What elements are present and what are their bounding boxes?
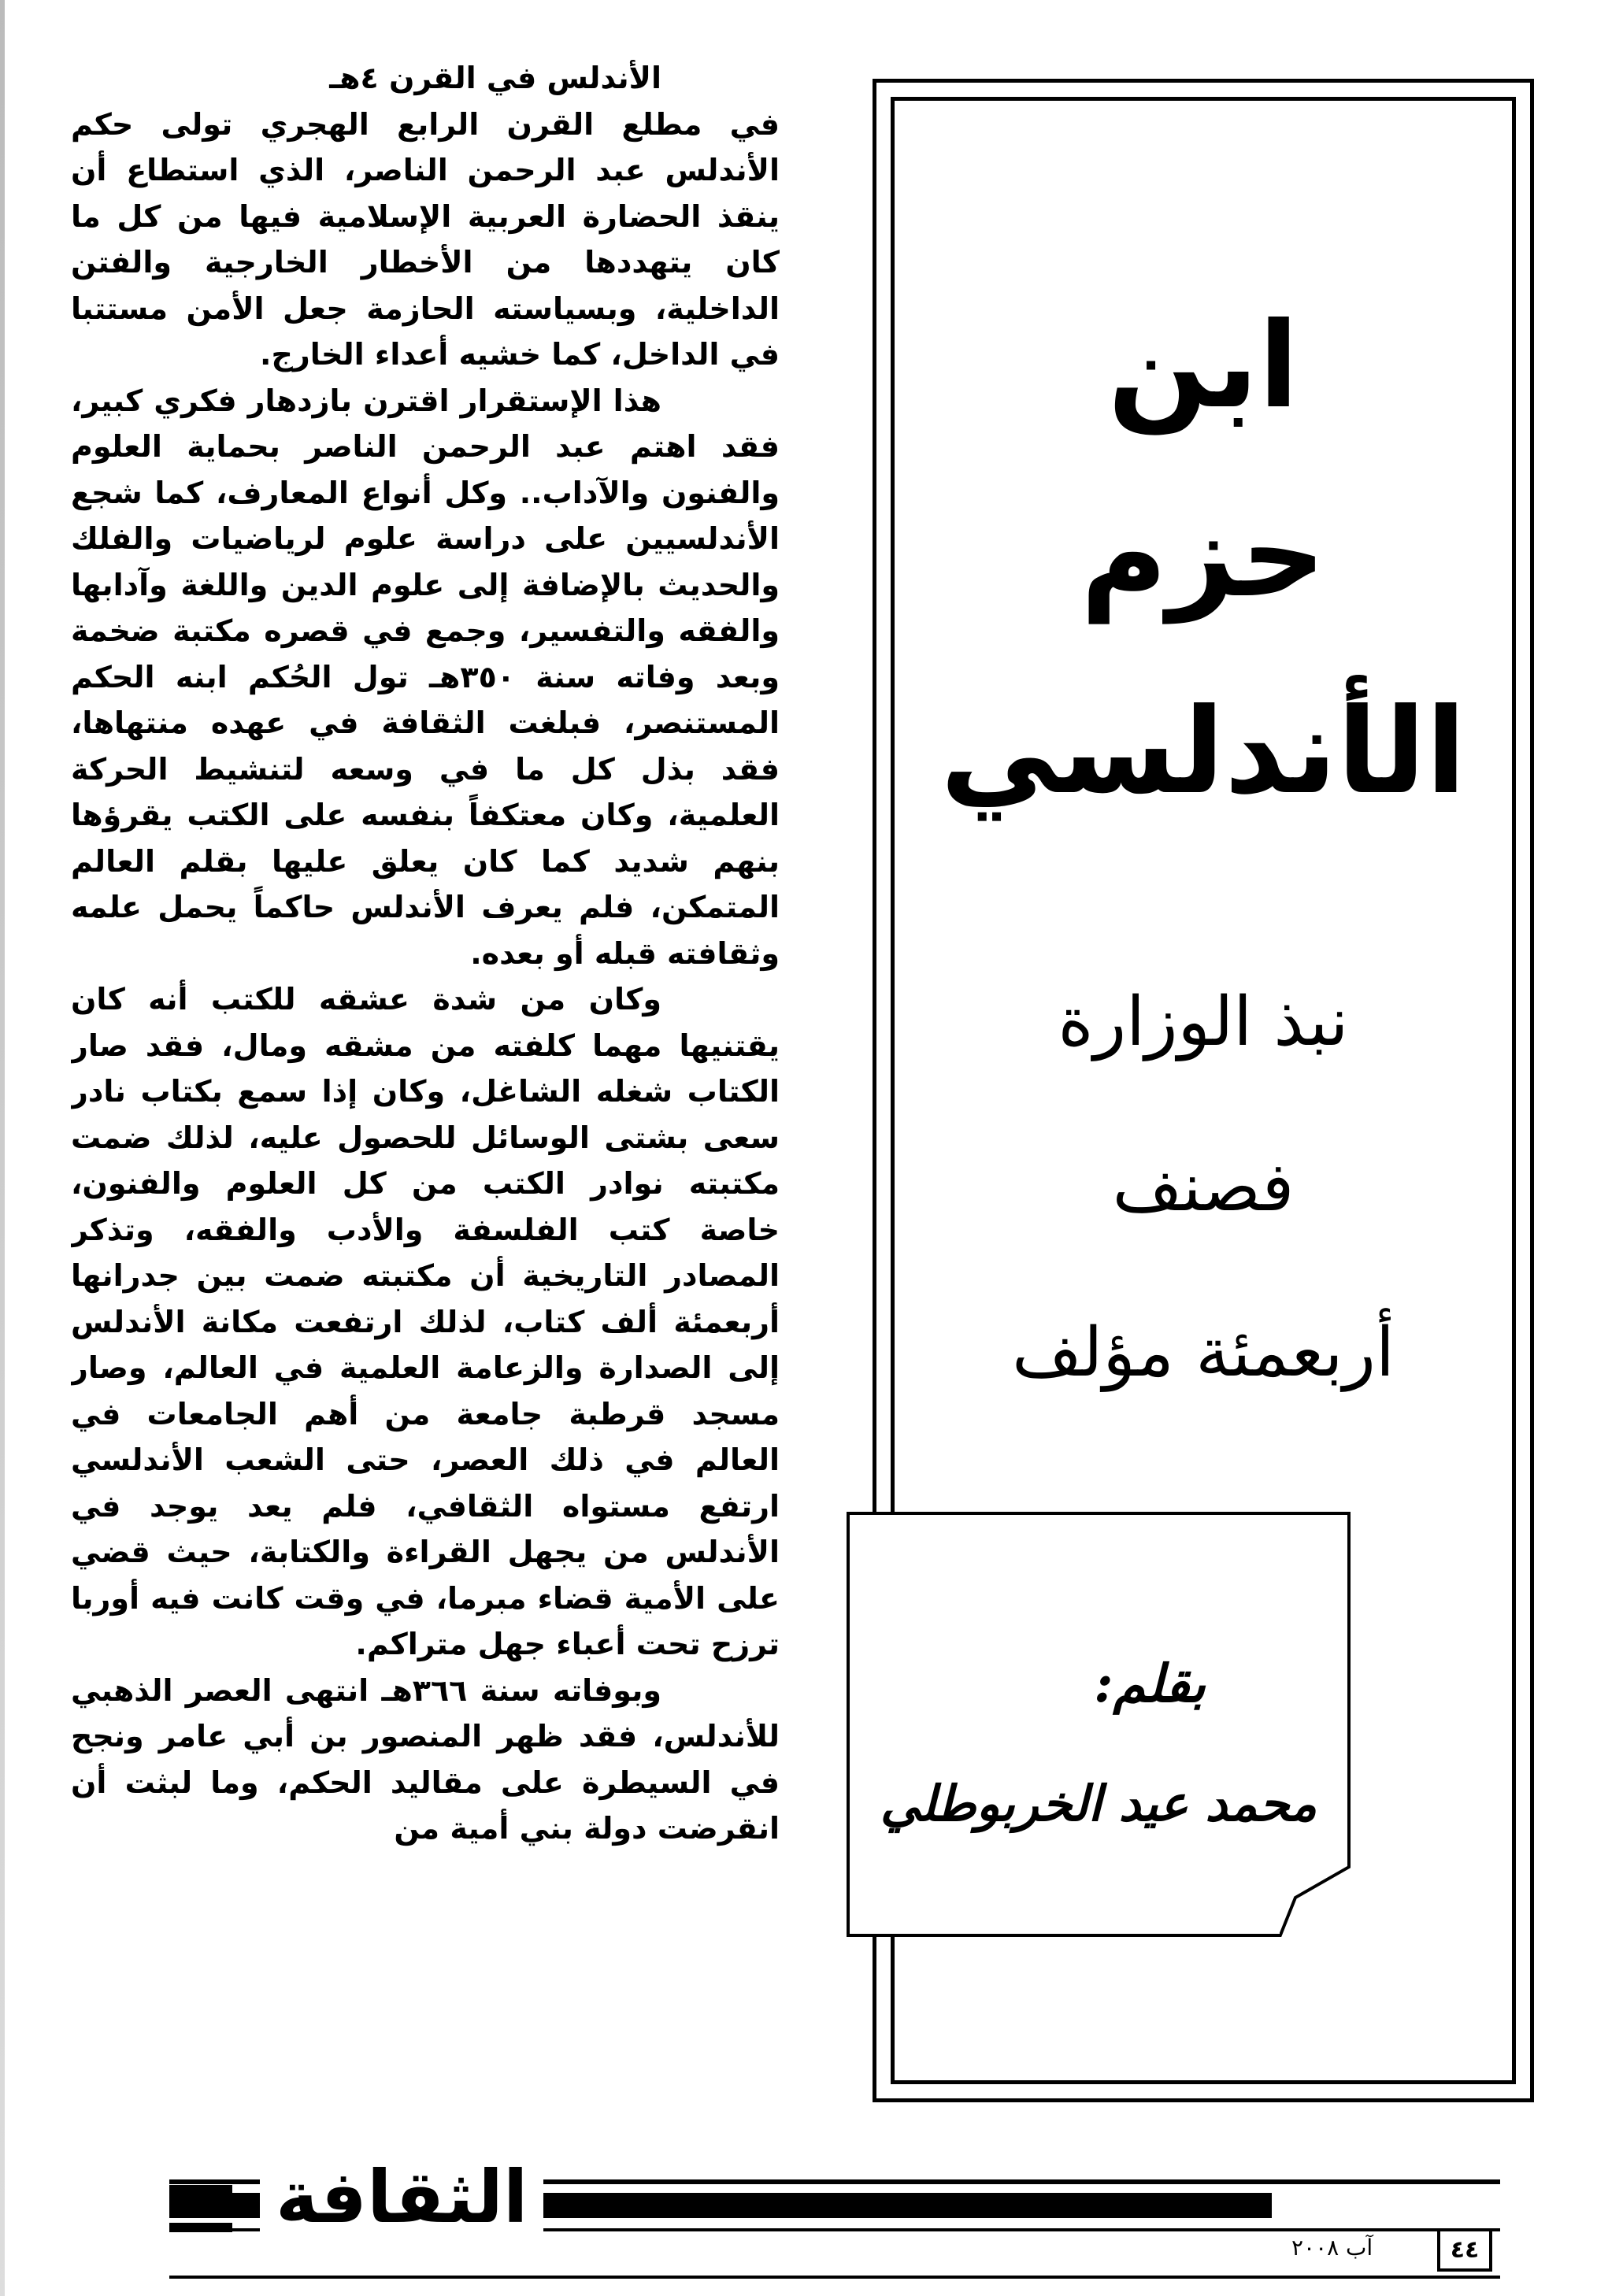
byline-label: بقلم:	[1094, 1653, 1206, 1714]
title-line-2: حزم	[1080, 487, 1326, 624]
scan-edge	[0, 0, 5, 2296]
article-paragraph-3: وكان من شدة عشقه للكتب أنه كان يقتنيها مهما كلفته من مشقه ومال، فقد صار الكتاب شغله الشاغل، وكان إذا سمع بكتاب نادر سعى بشتى الوسائل للحصول عليه، لذلك ضمت مكتبته نوادر الكتب من كل العلوم والفنون، خاصة كتب الفلسفة والأدب والفقه، وتذكر المصادر التاريخية أن مكتبته ضمت بين جدرانها أربعمئة ألف كتاب، لذلك ارتفعت مكانة الأندلس إلى الصدارة والزعامة العلمية في العالم، وصار مسجد قرطبة جامعة من أهم الجامعات في العالم في ذلك العصر، حتى الشعب الأندلسي ارتفع مستواه الثقافي، فلم يعد يوجد في الأندلس من يجهل القراءة والكتابة، حيث قضي على الأمية قضاء مبرما، في وقت كانت فيه أوربا ترزح تحت أعباء جهل متراكم.	[71, 982, 780, 1661]
article-column	[71, 55, 780, 2110]
article-paragraph-4: وبوفاته سنة ٣٦٦هـ انتهى العصر الذهبي للأندلس، فقد ظهر المنصور بن أبي عامر ونجح في السيطرة على مقاليد الحكم، وما لبثت أن انقرضت دولة بني أمية من	[71, 1672, 780, 1846]
issue-date: آب ٢٠٠٨	[1291, 2235, 1373, 2261]
subtitle-line-2: فصنف	[1112, 1148, 1295, 1227]
article-paragraph-2: هذا الإستقرار اقترن بازدهار فكري كبير، فقد اهتم عبد الرحمن الناصر بحماية العلوم والفنون والآداب.. وكل أنواع المعارف، كما شجع الأندلسيين على دراسة علوم لرياضيات والفلك والحديث بالإضافة إلى علوم الدين واللغة وآدابها والفقه والتفسير، وجمع في قصره مكتبة ضخمة وبعد وفاته سنة ٣٥٠هـ تول الحُكم ابنه الحكم المستنصر، فبلغت الثقافة في عهده منتهاها، فقد بذل كل ما في وسعه لتنشيط الحركة العلمية، وكان معتكفاً بنفسه على الكتب يقرؤها بنهم شديد كما كان يعلق عليها بقلم العالم المتمكن، فلم يعرف الأندلس حاكماً يحمل علمه وثقافته قبله أو بعده.	[71, 383, 780, 971]
byline-card	[847, 1512, 1351, 1937]
article-heading: الأندلس في القرن ٤هـ	[329, 61, 661, 95]
article-paragraph-1: في مطلع القرن الرابع الهجري تولى حكم الأندلس عبد الرحمن الناصر، الذي استطاع أن ينقذ الحضارة العربية الإسلامية فيها من كل ما كان يتهددها من الأخطار الخارجية والفتن الداخلية، وبسياسته الحازمة جعل الأمن مستتبا في الداخل، كما خشيه أعداء الخارج.	[71, 106, 780, 372]
subtitle-line-3: أربعمئة مؤلف	[1012, 1313, 1395, 1392]
subtitle-line-1: نبذ الوزارة	[1058, 983, 1349, 1061]
title-line-1: ابن	[1107, 298, 1299, 435]
page-curl-icon	[1280, 1866, 1351, 1937]
logo-stripes	[169, 2185, 232, 2242]
page-number: ٤٤	[1437, 2228, 1492, 2272]
title-line-3: الأندلسي	[940, 683, 1466, 820]
byline-author: محمد عيد الخربوطلي	[880, 1775, 1317, 1832]
footer-rule-bottom	[169, 2276, 1500, 2279]
magazine-name: الثقافة	[260, 2161, 543, 2234]
